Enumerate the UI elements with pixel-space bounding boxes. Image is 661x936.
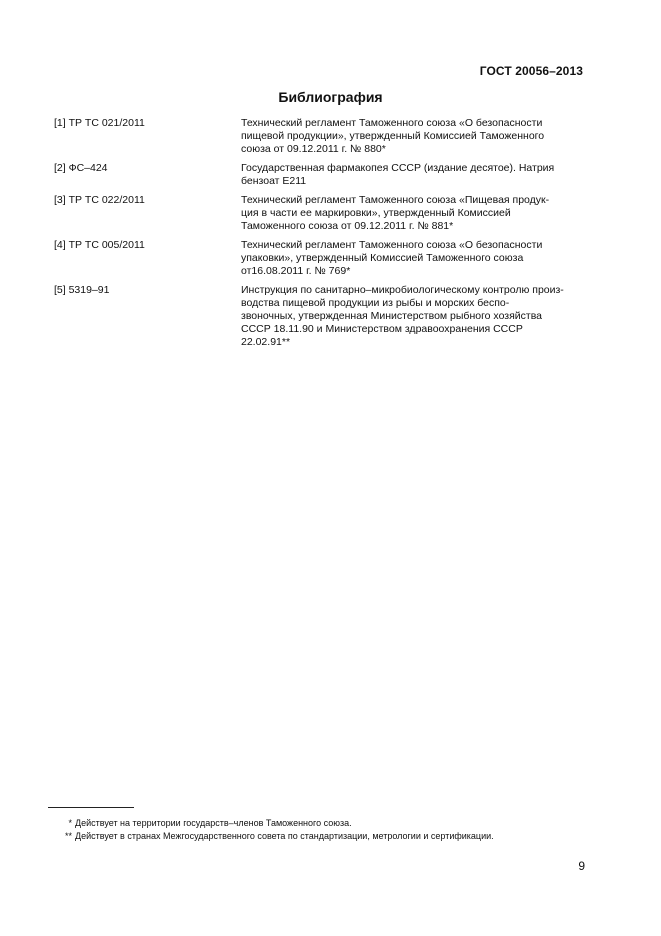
entry-description [241, 162, 580, 188]
description-line: ция в части ее маркировки», утвержденный Комиссией [241, 207, 511, 219]
description-line: Технический регламент Таможенного союза «Пищевая продук- [241, 194, 550, 206]
footnote [62, 817, 494, 830]
description-line: звоночных, утвержденная Министерством рыбного хозяйства [241, 310, 543, 322]
description-line: Таможенного союза от 09.12.2011 г. № 881* [241, 220, 454, 232]
bibliography-entry [54, 162, 580, 188]
entry-description [241, 117, 580, 156]
footnote-text: Действует в странах Межгосударственного совета по стандартизации, метрологии и сертификации. [75, 831, 494, 841]
footnote-mark: * [68, 818, 72, 828]
entry-reference: [1] ТР ТС 021/2011 [54, 117, 145, 129]
entry-description [241, 194, 580, 233]
footnotes [62, 817, 494, 843]
description-line: союза от 09.12.2011 г. № 880* [241, 143, 386, 155]
page-number: 9 [578, 859, 585, 873]
bibliography-entry [54, 117, 580, 156]
footnote-text: Действует на территории государств–членов Таможенного союза. [75, 818, 352, 828]
entry-description [241, 284, 580, 349]
entry-description [241, 239, 580, 278]
description-line: 22.02.91** [241, 336, 291, 348]
description-line: Технический регламент Таможенного союза «О безопасности [241, 239, 543, 251]
page-title: Библиография [278, 89, 383, 105]
description-line: упаковки», утвержденный Комиссией Таможенного союза [241, 252, 524, 264]
footnote-mark: ** [64, 831, 72, 841]
bibliography-list [54, 117, 580, 355]
description-line: пищевой продукции», утвержденный Комиссией Таможенного [241, 130, 545, 142]
description-line: СССР 18.11.90 и Министерством здравоохранения СССР [241, 323, 523, 335]
description-line: Инструкция по санитарно–микробиологическому контролю произ- [241, 284, 564, 296]
description-line: Государственная фармакопея СССР (издание десятое). Натрия [241, 162, 555, 174]
description-line: водства пищевой продукции из рыбы и морских беспо- [241, 297, 510, 309]
footnote [62, 830, 494, 843]
entry-reference: [2] ФС–424 [54, 162, 108, 174]
footnote-divider [48, 807, 134, 808]
description-line: Технический регламент Таможенного союза «О безопасности [241, 117, 543, 129]
bibliography-entry [54, 239, 580, 278]
description-line: бензоат Е211 [241, 175, 307, 187]
bibliography-entry [54, 284, 580, 349]
entry-reference: [3] ТР ТС 022/2011 [54, 194, 145, 206]
entry-reference: [5] 5319–91 [54, 284, 110, 296]
bibliography-entry [54, 194, 580, 233]
description-line: от16.08.2011 г. № 769* [241, 265, 351, 277]
standard-code: ГОСТ 20056–2013 [479, 64, 583, 78]
entry-reference: [4] ТР ТС 005/2011 [54, 239, 145, 251]
